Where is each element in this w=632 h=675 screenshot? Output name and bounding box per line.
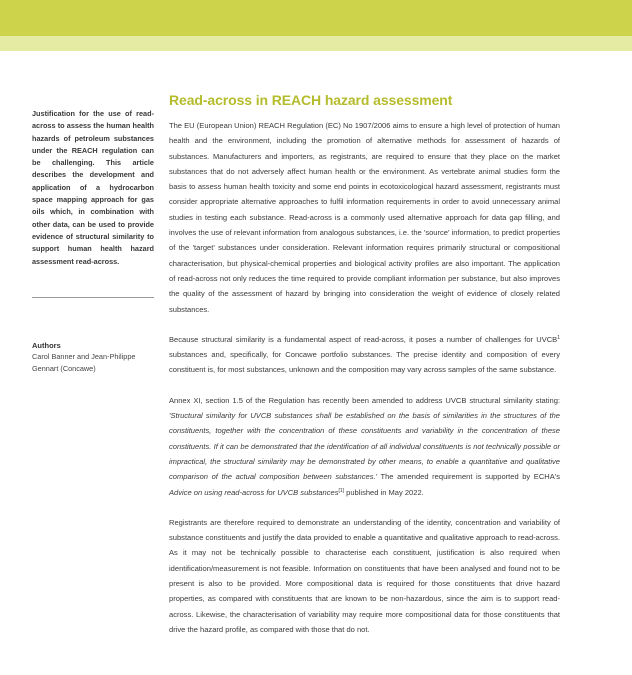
- authors-box: [32, 340, 154, 374]
- paragraph-3-text-a: Annex XI, section 1.5 of the Regulation has recently been amended to address UVCB structural similarity stating:: [169, 395, 560, 405]
- paragraph-3-text-c: published in May 2022.: [344, 487, 424, 497]
- footnote-ref-1: 1: [557, 334, 560, 341]
- citation-ref-1: [1]: [338, 487, 345, 494]
- paragraph-2-text-b: substances and, specifically, for Concawe portfolio substances. The precise identity and composition of every constituent is, for most substances, unknown and the composition may vary across samples of the same substance.: [169, 350, 560, 375]
- abstract-divider: [32, 297, 154, 298]
- paragraph-3: [169, 393, 560, 500]
- echa-advice-title: Advice on using read-across for UVCB substances: [169, 487, 339, 497]
- paragraph-4: Registrants are therefore required to demonstrate an understanding of the identity, concentration and variability of substance constituents and justify the data provided to enable a quantitative and qualitative approach to read-across. As it may not be technically possible to characterise each constituent, justification is also required when identification/measurement is not feasible. Information on constituents that have been analysed and found not to be present is also to be provided. More compositional data is required for those constituents that drive hazard properties, as compared with constituents that are known to be non-hazardous, since the aim is to support read-across. Likewise, the characterisation of variability may require more compositional data for those constituents that drive the hazard profile, as compared with those that do not.: [169, 517, 560, 634]
- paragraph-2: [169, 332, 560, 378]
- paragraph-2-text-a: Because structural similarity is a fundamental aspect of read-across, it poses a number of challenges for UVCB: [169, 334, 558, 344]
- header-band-light: [0, 36, 632, 51]
- regulation-quote: 'Structural similarity for UVCB substances shall be established on the basis of similarities in the structures of the constituents, together with the concentration of these constituents and variability in the concentration of these constituents. If it can be demonstrated that the identification of all individual constituents is not technically possible or impractical, the structural similarity may be demonstrated by other means, to enable a quantitative and qualitative comparison of the actual composition between substances.': [169, 411, 560, 482]
- authors-names: Carol Banner and Jean-Philippe Gennart (Concawe): [32, 352, 136, 373]
- abstract-text: Justification for the use of read-across to assess the human health hazards of petroleum substances under the REACH regulation can be challenging. This article describes the development and application of a hydrocarbon space mapping approach for gas oils which, in combination with other data, can be used to provide evidence of structural similarity to support human health hazard assessment read-across.: [32, 109, 154, 266]
- abstract-box: [32, 108, 154, 268]
- paragraph-1: The EU (European Union) REACH Regulation (EC) No 1907/2006 aims to ensure a high level of protection of human health and the environment, including the promotion of alternative methods for assessment of hazards of substances. Manufacturers and importers, as registrants, are required to ensure that they place on the market substances that do not adversely affect human health or the environment. As vertebrate animal studies form the basis to assess human health toxicity and some end points in ecotoxicological hazard assessment, registrants must consider appropriate alternative approaches to fulfil information requirements in order to avoid unnecessary animal studies in testing each substance. Read-across is a commonly used alternative approach for data gap filling, and involves the use of relevant information from analogous substances, i.e. the 'source' information, to predict properties of the 'target' substances under consideration. Relevant information requires primarily structural or compositional characterisation, but physical-chemical properties and biological activity profiles are also important. The application of read-across not only reduces the time required to provide compliant information per substance, but also improves the quality of the assessment of hazard by bringing into consideration the weight of evidence of closely related substances.: [169, 121, 560, 314]
- authors-heading: Authors: [32, 341, 61, 350]
- article-body: [169, 90, 560, 652]
- article-title: Read-across in REACH hazard assessment: [169, 92, 453, 108]
- paragraph-3-text-b: The amended requirement is supported by ECHA's: [377, 472, 560, 482]
- header-band: [0, 0, 632, 36]
